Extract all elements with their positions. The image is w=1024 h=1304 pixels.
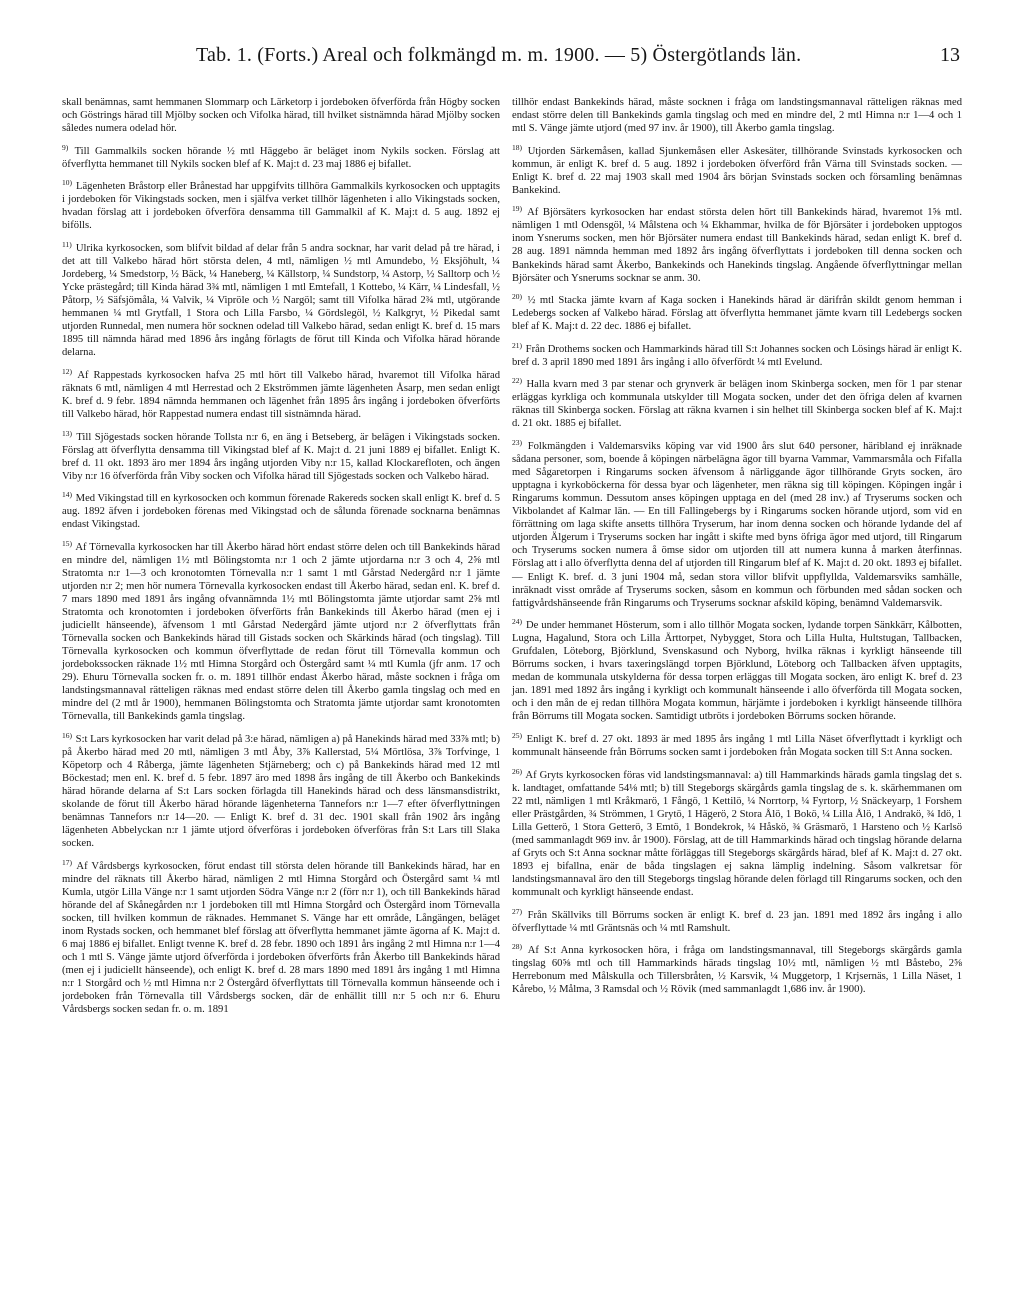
footnote-text: S:t Lars kyrkosocken har varit delad på 3:e härad, nämligen a) på Hanekinds härad med 33⅞ mtl; b) på Åkerbo härad med 20 mtl, nämligen 3 mtl Åby, 3⅞ Kallerstad, 5¼ Mörtlösa, 3⅞ Torfvinge, 1 Köpetorp och 4 Råberga, jämte lägenheten Stjärneberg; och c) på Bankekinds härad med 12 mtl Böckestad; men enl. K. bref d. 5 febr. 1897 äro med 1898 års ingång de till Åkerbo och Bankekinds härad hörande delarna af S:t Lars socken förlagda till Hanekinds härad och dess länsmansdistrikt, skolande de förut till Åkerbo härad hörande lägenheterna Tannefors n:r 1—7 efter öfverflyttningen benämnas Tannefors n:r 14—20. — Enligt K. bref d. 31 dec. 1901 skall från 1902 års ingång lägenheten Abbelyckan n:r 1 jämte utjord öfverföras i jordeboken öfverföras från S:t Lars till Slaka socken. [62,734,500,850]
footnote-text: Från Skällviks till Börrums socken är enligt K. bref d. 23 jan. 1891 med 1892 års ingång i allo öfverflyttade ¼ mtl Gräntsnäs och ¼ mtl Ramshult. [512,909,962,934]
footnote-text: Från Drothems socken och Hammarkinds härad till S:t Johannes socken och Lösings härad är enligt K. bref d. 3 april 1890 med 1891 års ingång i allo öfverfördt ¼ mtl Evelund. [512,343,962,368]
footnote-text: Till Gammalkils socken hörande ½ mtl Häggebo är beläget inom Nykils socken. Förslag att öfverflytta hemmanet till Nykils socken blef af K. Maj:t d. 23 maj 1886 ej bifallet. [62,145,500,170]
footnote-number: 13) [62,428,72,438]
footnote [512,339,962,369]
footnote-number: 23) [512,438,522,448]
footnote [512,729,962,759]
footnote-number: 19) [512,204,522,214]
footnote-continuation [512,96,962,135]
footnote-text: De under hemmanet Hösterum, som i allo tillhör Mogata socken, lydande torpen Sänkkärr, Kålbotten, Lugna, Hagalund, Stora och Lilla Ärttorpet, Nybygget, Stora och Lilla Hulta, Hultstugan, Tallbacken, Grufdalen, Löteborg, Björklund, Svenskasund och Nyborg, hvilka räknas i kyrkligt hänseende till Börrums socken, i hvars taxeringslängd torpen Björklund, Löteborg och Tallbacken äfven upptagits, medan de kommunala utskylderna för dessa torpen erläggas till Mogata socken, äro enligt K. bref d. 23 jan. 1891 med 1892 års ingång i kyrkligt och kommunalt hänseende i allo öfverförda till Mogata socken, och i den mån de ej redan tillhöra Mogata kommun, härjämte i jordeboken i kyrkligt hänseende tillhöra från Börrums till Mogata socken. Samtidigt utbröts i jordeboken Börrums socken hörande. [512,620,962,723]
footnote-number: 18) [512,142,522,152]
footnote-text: Af Vårdsbergs kyrkosocken, förut endast till största delen hörande till Bankekinds härad, har en mindre del räknats till Åkerbo härad, nämligen 2 mtl Himna Storgård och Östergård samt ¼ mtl Kumla, utgör Lilla Vänge n:r 1 samt utjorden Södra Vänge n:r 2 (förr n:r 1), och till Bankekinds härad hörande del af Skånegården n:r 1 jordeboken till mtl Himna Storgård och Östergård inom Törnevalla socken, till hvilken kommun de räknades. Hemmanet S. Vänge har ett område, Långängen, beläget inom Rystads socken, och hemmanet blef förslag att öfverflytta hemmanet jämte ägorna af K. Maj:t d. 6 maj 1886 ej bifallet. Enligt tvenne K. bref d. 28 febr. 1890 och 1891 års ingång 2 mtl Himna n:r 1—4 och 1 mtl S. Vänge jämte utjord öfverförda i jordeboken öfverförts från Åkerbo till Bankekinds härad (men ej i judiciellt hänseende), och enligt K. bref d. 28 mars 1890 med 1891 års ingång 1 mtl Himna n:r 1 Storgård och ½ mtl Himna n:r 2 Östergård öfverflyttats till Törnevalla kommun hänseende och i jordeboken från Törnevalla till Vårdsbergs socken, där de enhällit tilll n:r 5 och n:r 6. Ehuru Vårdsbergs socken sedan fr. o. m. 1891 [62,860,500,1016]
footnote-text: Af Björsäters kyrkosocken har endast största delen hört till Bankekinds härad, hvaremot 1⅝ mtl. nämligen 1 mtl Odensgöl, ¼ Målstena och ¼ Ekhammar, hvilka de för Björsäter i jordeboken upptogos inom Ysnerums socken, men hör Björsäter numera endast till Bankekinds härad, sedan enligt K. bref d. 28 aug. 1891 nämnda hemman med 1892 års ingång öfverflyttats i jordeboken till denna socken och Bankekinds härad samt Åkerbo, Bankekinds och Hanekinds tingslag. Angående öfverflyttningar mellan Björsäter och Ysnerums socknar se anm. 30. [512,207,962,284]
footnote [62,427,500,483]
footnote [512,202,962,284]
footnote-number: 11) [62,239,72,249]
footnote-text: Ulrika kyrkosocken, som blifvit bildad af delar från 5 andra socknar, har varit delad på tre härad, i det att till Valkebo härad hört största delen, 4 mtl, nämligen ½ mtl Amundebo, ½ Eksjöhult, ¼ Jordeberg, ¼ Smedstorp, ½ Bäck, ¼ Haneberg, ¼ Källstorp, ¼ Sundstorp, ¼ Astorp, ½ Salltorp och ½ Ycke prästegård; till Kinda härad 3¾ mtl, nämligen 1 mtl Emtefall, 1 Kottebo, ¼ Kärr, ¼ Lindesfall, ½ Påtorp, ½ Säfsjömåla, ¼ Valvik, ¼ Vipröle och ½ Nargöl; samt till Vifolka härad 2¾ mtl, utgörande hemmanen ¼ mtl Grytfall, 1 Stora och Lilla Farsbo, ¼ Gördslegöl, ½ Kalkgryt, ½ Pikedal samt utjorden Runnedal, men numera hör socknen odelad till Valkebo härad, sedan enligt K. bref d. 15 mars 1895 till nämnda härad med 1896 års ingång förlagts de förut till Kinda och Vifolka härad hörande delarna. [62,242,500,359]
footnote-number: 17) [62,857,72,867]
footnote-number: 16) [62,731,72,741]
right-column [512,96,962,1002]
footnote-text: Halla kvarn med 3 par stenar och grynverk är belägen inom Skinberga socken, men för 1 par stenar erläggas kyrkliga och kommunala utskylder till Mogata socken, under det den öfriga delen af kvarnen räknas till Skinberga socken. Förslag att räkna kvarnen i sin helhet till Skinberga socken blef af K. Maj:t d. 21 okt. 1885 ej bifallet. [512,379,962,430]
footnote [62,141,500,171]
footnote [62,238,500,359]
footnote-text: Med Vikingstad till en kyrkosocken och kommun förenade Rakereds socken skall enligt K. bref d. 5 aug. 1892 äfven i jordeboken förenas med Vikingstad och de sålunda förenade socknarna benämnas endast Vikingstad. [62,493,500,531]
footnote-number: 9) [62,142,69,152]
footnote [512,374,962,430]
footnote [62,729,500,850]
footnote-text: Af Törnevalla kyrkosocken har till Åkerbo härad hört endast större delen och till Bankekinds härad en mindre del, nämligen 1½ mtl Bölingstomta n:r 1 och 2 jämte utjordarna n:r 3 och 4, 2⅝ mtl Stratomta n:r 1—3 och kronotomten Törnevalla n:r 1 samt 1 mtl Gårstad Nedergård n:r 1 jämte utjorden n:r 2; men hör numera Törnevalla kyrkosocken endast till Åkerbo härad, sedan enl. K. bref d. 7 mars 1890 med 1891 års ingång ofvannämnda 1½ mtl Bölingstomta jämte utjordar samt 2⅝ mtl Stratomta och kronotomten i jordeboken öfverförts från Bankekinds till Åkerbo härad (men ej i judiciellt hänseende), äfvensom 1 mtl Gårstad Nedergård jämte utjord n:r 2 öfverflyttats från Törnevalla socken och Bankekinds härad till Gistads socken och Skärkinds härad (och tingslag). Till Törnevalla kyrkosocken och kommun öfverflyttade de redan förut till Törnevalla kommun och jordebokssocken räknade 1½ mtl Himna Storgård och Östergård samt ¼ mtl Kumla (jfr anm. 17 och 29). Ehuru Törnevalla socken fr. o. m. 1891 tillhör endast Åkerbo härad, måste socknen i fråga om landstingsmannaval rätteligen räknas med endast större delen till Åkerbo gamla tingslag och med en mindre del (2 mtl år 1900), hemmanen Bölingstomta och Stratomta jämte utjordar samt kronotomten Törnevalla, till Bankekinds gamla tingslag. [62,541,500,723]
footnote [62,488,500,531]
footnote [512,290,962,333]
footnote [62,856,500,1017]
footnote [62,176,500,232]
footnote-number: 12) [62,366,72,376]
left-column [62,96,500,1022]
footnote [62,537,500,724]
footnote-text: Af S:t Anna kyrkosocken höra, i fråga om landstingsmannaval, till Stegeborgs skärgårds gamla tingslag 60⅝ mtl och till Hammarkinds härads tingslag 10½ mtl, nämligen ½ mtl Båstebo, 2⅝ Herrebonum med Målskulla och Tillersbråten, ½ Karsvik, ¼ Muggetorp, 1 Krjsernäs, 1 Lilla Näset, 1 Kårebo, ½ Målma, 3 Ramsdal och ½ Rövik (med sammanlagdt 1,686 inv. år 1900). [512,945,962,996]
footnote-continuation [62,96,500,135]
footnote-text: ½ mtl Stacka jämte kvarn af Kaga socken i Hanekinds härad är därifrån skildt genom hemman i Ledebergs socken af Valkebo härad. Förslag att öfverflytta hemmanet jämte kvarn till Ledebergs socken blef af K. Maj:t d. 22 dec. 1886 ej bifallet. [512,295,962,333]
footnote [512,905,962,935]
footnote-number: 15) [62,538,72,548]
footnote-number: 14) [62,490,72,500]
page-header [0,44,1024,74]
footnote [512,436,962,610]
footnote-text: Lägenheten Bråstorp eller Brånestad har uppgifvits tillhöra Gammalkils kyrkosocken och upptagits i jordeboken för Vikingstads socken, men i själfva verket tillhör lägenheten i allo Vikingstads socken, hvadan förslag att i jordeboken öfverföra densamma till Gammalkil af K. Maj:t d. 5 aug. 1892 ej bifölls. [62,181,500,232]
footnote-number: 10) [62,178,72,188]
footnote-text: Af Rappestads kyrkosocken hafva 25 mtl hört till Valkebo härad, hvaremot till Vifolka härad räknats 6 mtl, nämligen 4 mtl Herrestad och 2 Ekströmmen jämte lägenheten Åsarp, men sedan enligt K. bref d. 9 febr. 1894 nämnda hemmanen och lägenhet från 1895 års ingång i jordeboken öfverförts till Valkebo härad, hör Rappestad numera endast till sistnämnda härad. [62,369,500,420]
footnote [512,615,962,723]
footnote-number: 22) [512,376,522,386]
footnote [512,940,962,996]
footnote-number: 27) [512,906,522,916]
footnote [512,141,962,197]
footnote-number: 26) [512,766,522,776]
footnote-text: tillhör endast Bankekinds härad, måste socknen i fråga om landstingsmannaval rätteligen räknas med endast större delen till Bankekinds gamla tingslag och med en mindre del, 2 mtl Himna n:r 1—4 och 1 mtl S. Vänge jämte utjord (med 97 inv. år 1900), till Åkerbo gamla tingslag. [512,97,962,135]
footnote-text: Af Gryts kyrkosocken föras vid landstingsmannaval: a) till Hammarkinds härads gamla tingslag det s. k. landtaget, omfattande 54⅛ mtl; b) till Stegeborgs skärgårds gamla tingslag de s. k. skärhemmanen om 22 mtl, nämligen 1 mtl Kråkmarö, 1 Fångö, 1 Kettilö, ¼ Norrtorp, ¼ Fyrtorp, ½ Snäckeyarp, 1 Forshem eller Prästgården, ¾ Strömmen, 1 Grytö, 1 Hägerö, 2 Stora Ålö, 1 Bokö, ¼ Lilla Ålö, 1 Andrakö, ¾ Idö, 1 Lilla Getterö, 1 Stora Getterö, 3 Emtö, 1 Bondekrok, ¼ Håskö, ¾ Gräsmarö, 1 Harsteno och ½ Karlsö (med sammanlagdt 969 inv. år 1900). Förslag, att de till Hammarkinds härad och tingslag hörande delarna af Gryts och S:t Anna socknar måtte förläggas till Stegeborgs skärgårds härad, blef af K. Maj:t d. 27 okt. 1893 ej bifallna, enär de båda tingslagen ej sakna lämplig indelning. Såsom valkretsar för landstingsmannaval äro den till Stegeborgs tingslag hörande delen förlagd till Ringarums socken, och den kommunalt och kyrkligt hänseende endast. [512,769,962,899]
footnote-text: Enligt K. bref d. 27 okt. 1893 är med 1895 års ingång 1 mtl Lilla Näset öfverflyttadt i kyrkligt och kommunalt hänseende från Börrums socken samt i jordeboken från Mogata socken till S:t Anna socken. [512,734,962,759]
footnote-number: 25) [512,731,522,741]
footnote-number: 28) [512,942,522,952]
footnote-number: 20) [512,292,522,302]
footnote-text: skall benämnas, samt hemmanen Slommarp och Lärketorp i jordeboken öfverförda från Högby socken och Göstrings härad till Mjölby socken och Vifolka härad, till hvilket sistnämnda härad Mjölby socken således numera odelad hör. [62,97,500,135]
footnote-number: 21) [512,340,522,350]
page-title: Tab. 1. (Forts.) Areal och folkmängd m. m. 1900. — 5) Östergötlands län. [196,44,802,66]
footnote-number: 24) [512,617,522,627]
footnote-text: Utjorden Särkemåsen, kallad Sjunkemåsen eller Askesäter, tillhörande Svinstads kyrkosocken och kommun, är enligt K. bref d. 5 aug. 1892 i jordeboken öfverförd från Värna till Svinstads socken. — Enligt K. bref d. 22 maj 1903 skall med 1904 års början Svinstads socken och församling benämnas Bankekind. [512,145,962,196]
footnote-text: Folkmängden i Valdemarsviks köping var vid 1900 års slut 640 personer, häribland ej inräknade sådana personer, som, boende å köpingen närbelägna ägor till byarna Vammar, Vammarsmåla och Fifalla med Sågaretorpen i Ringarums socken äfvensom å närliggande ägor tillhörande Gryts socken, äro upptagna i kyrkoböckerna för dessa byar och lägenheter, men räkna sig till köpingen. Köpingen ingår i Ringarums kommun. Dessutom anses köpingen upptaga en del (med 28 inv.) af Tryserums socken och Vikbolandet af Kalmar län. — En till Fallingebergs by i Ringarums socken hörande utjord, som vid en förrättning om laga skifte ansetts tillhöra Tryserum, har inom denna socken och hörande lydande del af utjorden Älgerum i Tryserums socken har ingått i skifte med byns öfriga ägor med utjord, till Ringarum och Tryserums socken numera å ömse sidor om utjorden till att numera kunna å marken återfinnas. Förslag att i allo öfverflytta denna del af utjorden till Ringarum blef af K. Maj:t d. 20 okt. 1893 ej bifallet. — Enligt K. bref. d. 3 juni 1904 må, sedan stora villor blifvit uppflyllda, Valdemarsviks samhälle, inräknadt visst område af Tryserums socken, såsom en kommun och förbunden med sådan socken och fattigvårdshänseende från Ringarums och Tryserums socknar afskild köping, benämnd Valdemarsvik. [512,441,962,609]
page-number: 13 [940,44,960,66]
footnote-text: Till Sjögestads socken hörande Tollsta n:r 6, en äng i Betseberg, är belägen i Vikingstads socken. Förslag att öfverflytta densamma till Vikingstad blef af K. Maj:t d. 21 juni 1889 ej bifallet. Enligt K. bref d. 11 okt. 1893 äro mer 1894 års ingång utjorden Viby n:r 15, kallad Klockarefloten, och ängen Viby n:r 16 öfverförda från Viby socken och Vifolka härad till Sjögestads socken och Valkebo härad. [62,431,500,482]
footnote [62,365,500,421]
footnote [512,765,962,899]
